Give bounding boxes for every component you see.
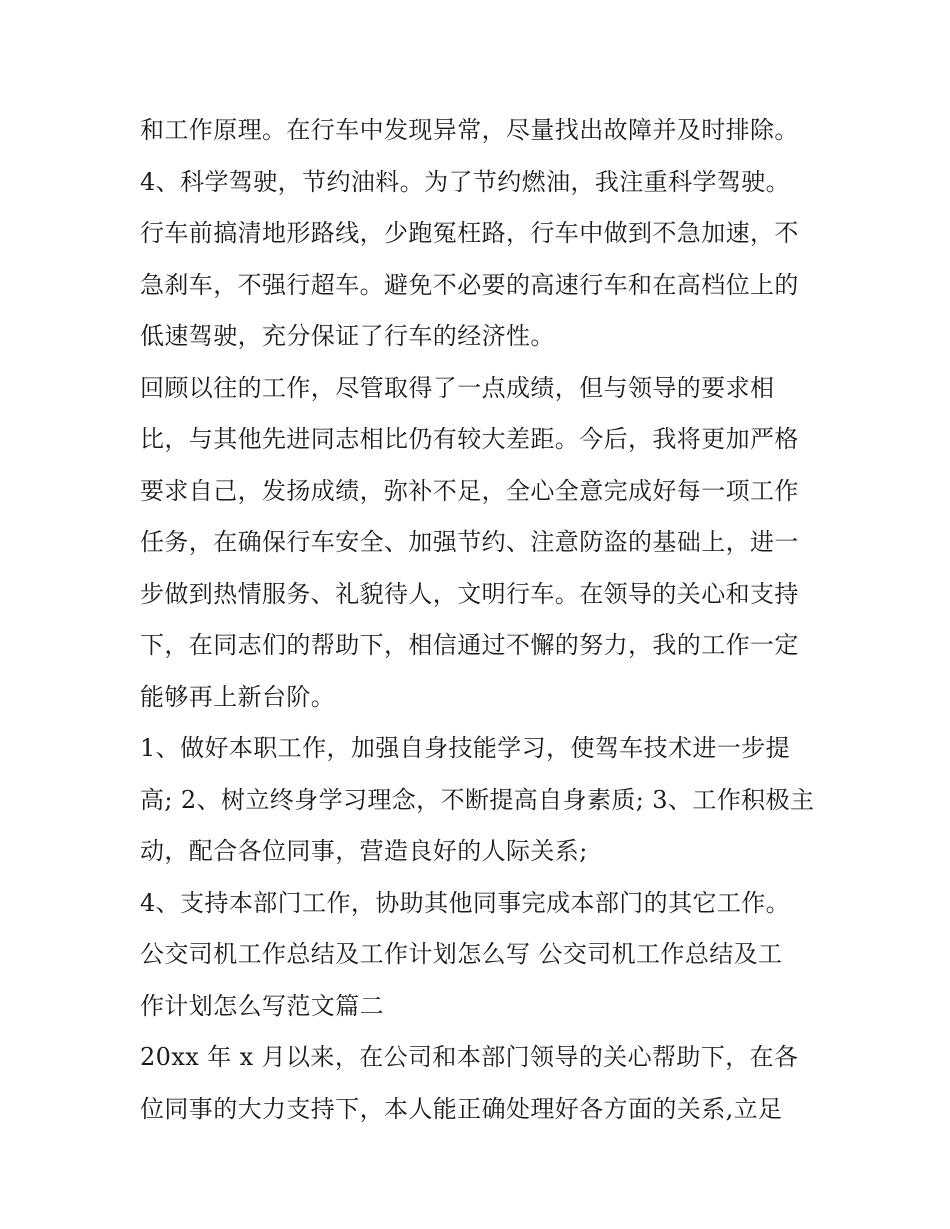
text-line: 要求自己，发扬成绩，弥补不足，全心全意完成好每一项工作 [140, 476, 799, 505]
text-line: 作计划怎么写范文篇二 [140, 991, 384, 1020]
text-line: 高; 2、树立终身学习理念，不断提高自身素质; 3、工作积极主 [140, 785, 815, 814]
text-line: 动，配合各位同事，营造良好的人际关系; [140, 837, 588, 865]
text-line: 低速驾驶，充分保证了行车的经济性。 [140, 322, 555, 350]
text-line: 公交司机工作总结及工作计划怎么写 公交司机工作总结及工 [140, 940, 783, 968]
text-line: 1、做好本职工作，加强自身技能学习，使驾车技术进一步提 [140, 734, 791, 762]
text-line: 和工作原理。在行车中发现异常，尽量找出故障并及时排除。 [140, 116, 799, 144]
text-line: 能够再上新台阶。 [140, 682, 336, 711]
text-line: 下，在同志们的帮助下，相信通过不懈的努力，我的工作一定 [140, 631, 799, 659]
text-line: 行车前搞清地形路线，少跑冤枉路，行车中做到不急加速，不 [140, 219, 799, 247]
text-line: 4、支持本部门工作，协助其他同事完成本部门的其它工作。 [140, 888, 791, 917]
text-line: 4、科学驾驶，节约油料。为了节约燃油，我注重科学驾驶。 [140, 167, 791, 196]
document-body [140, 105, 830, 1135]
text-line: 20xx 年 x 月以来，在公司和本部门领导的关心帮助下，在各 [140, 1043, 799, 1071]
text-line: 位同事的大力支持下，本人能正确处理好各方面的关系,立足 [140, 1094, 783, 1123]
text-line: 任务，在确保行车安全、加强节约、注意防盗的基础上，进一 [140, 528, 799, 556]
text-line: 回顾以往的工作，尽管取得了一点成绩，但与领导的要求相 [140, 373, 775, 402]
text-line: 比，与其他先进同志相比仍有较大差距。今后，我将更加严格 [140, 425, 799, 453]
text-line: 急刹车，不强行超车。避免不必要的高速行车和在高档位上的 [140, 270, 799, 299]
text-line: 步做到热情服务、礼貌待人，文明行车。在领导的关心和支持 [140, 579, 799, 608]
